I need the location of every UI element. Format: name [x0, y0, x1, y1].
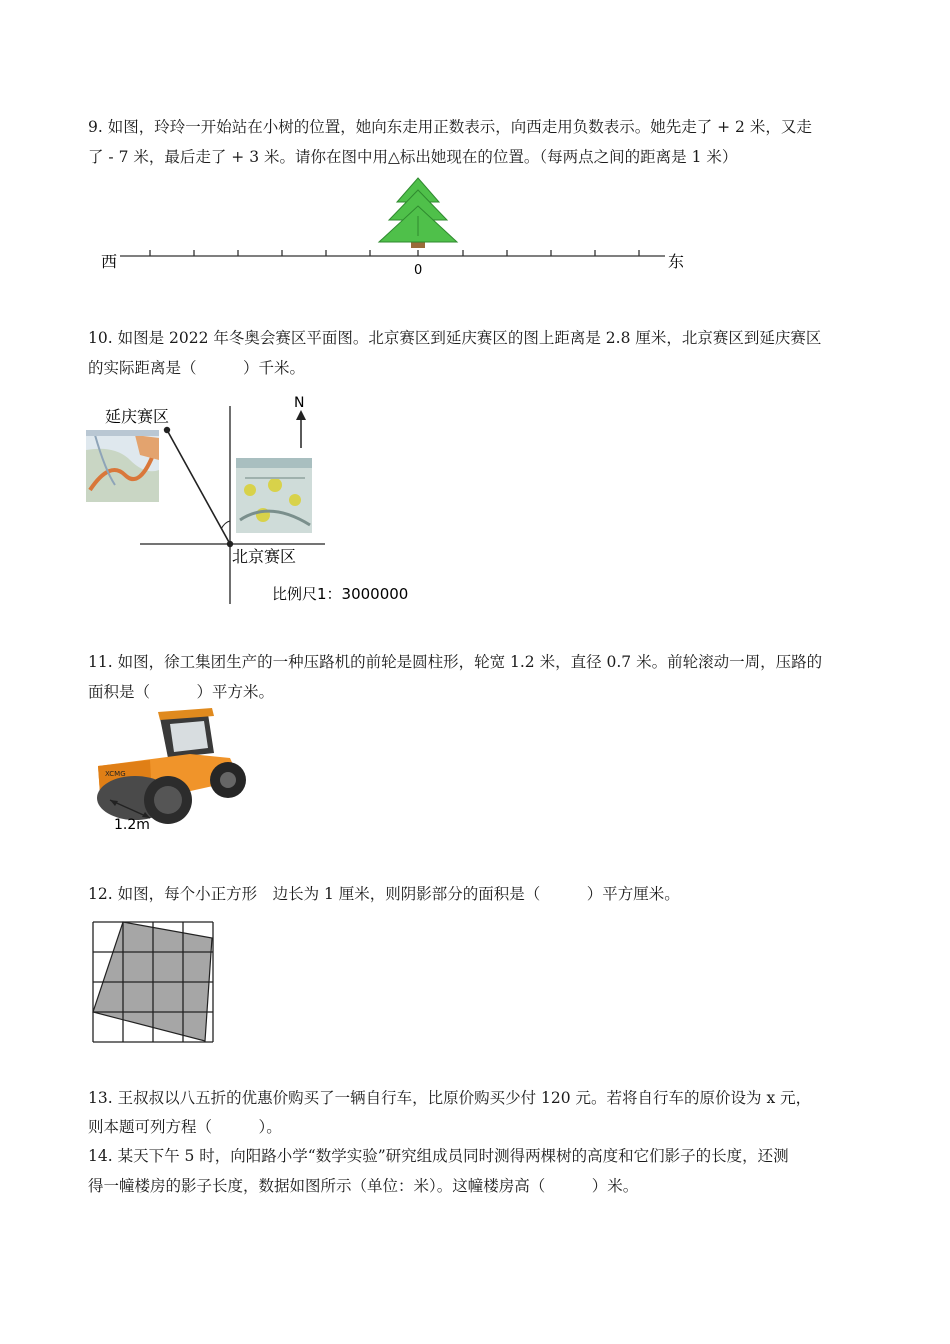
q12-grid-figure: [90, 920, 216, 1046]
q10-text-line1: 10. 如图是 2022 年冬奥会赛区平面图。北京赛区到延庆赛区的图上距离是 2.8 厘米，北京赛区到延庆赛区: [88, 329, 822, 347]
q11-road-roller-figure: [90, 708, 255, 833]
svg-text:XCMG: XCMG: [105, 770, 126, 778]
beijing-map-image: [236, 458, 312, 533]
beijing-label: 北京赛区: [232, 547, 297, 566]
q9-text-line2: 了 - 7 米，最后走了 + 3 米。请你在图中用△标出她现在的位置。（每两点之间的距离是 1 米）: [88, 148, 738, 166]
north-label: N: [294, 395, 305, 411]
scale-label: 比例尺1：3000000: [272, 585, 409, 603]
q14-text-line2: 得一幢楼房的影子长度，数据如图所示（单位：米）。这幢楼房高（ ）米。: [88, 1177, 639, 1195]
q11-text-line1: 11. 如图，徐工集团生产的一种压路机的前轮是圆柱形，轮宽 1.2 米，直径 0.7 米。前轮滚动一周，压路的: [88, 653, 823, 671]
q13-text-line1: 13. 王叔叔以八五折的优惠价购买了一辆自行车，比原价购买少付 120 元。若将自行车的原价设为 x 元，: [88, 1089, 812, 1107]
yanqing-map-image: [86, 430, 159, 502]
zero-label: 0: [414, 263, 423, 278]
tree-icon: [379, 178, 457, 248]
road-roller-image: [97, 708, 246, 824]
q12-text-line1: 12. 如图，每个小正方形 边长为 1 厘米，则阴影部分的面积是（ ）平方厘米。: [88, 885, 680, 903]
east-label: 东: [668, 252, 685, 271]
q10-text-line2: 的实际距离是（ ）千米。: [88, 359, 306, 377]
roller-width-label: 1.2m: [114, 817, 150, 833]
q9-text-line1: 9. 如图，玲玲一开始站在小树的位置，她向东走用正数表示，向西走用负数表示。她先走了 + 2 米，又走: [88, 118, 812, 136]
q10-map-figure: [85, 390, 425, 608]
q9-number-line-figure: [95, 172, 695, 280]
number-line-ticks: [150, 250, 639, 256]
west-label: 西: [101, 252, 118, 271]
q13-text-line2: 则本题可列方程（ ）。: [88, 1118, 282, 1136]
q14-text-line1: 14. 某天下午 5 时，向阳路小学“数学实验”研究组成员同时测得两棵树的高度和它们影子的长度，还测: [88, 1147, 789, 1165]
north-arrow-icon: [296, 410, 306, 448]
q11-text-line2: 面积是（ ）平方米。: [88, 683, 275, 701]
yanqing-label: 延庆赛区: [105, 407, 170, 426]
